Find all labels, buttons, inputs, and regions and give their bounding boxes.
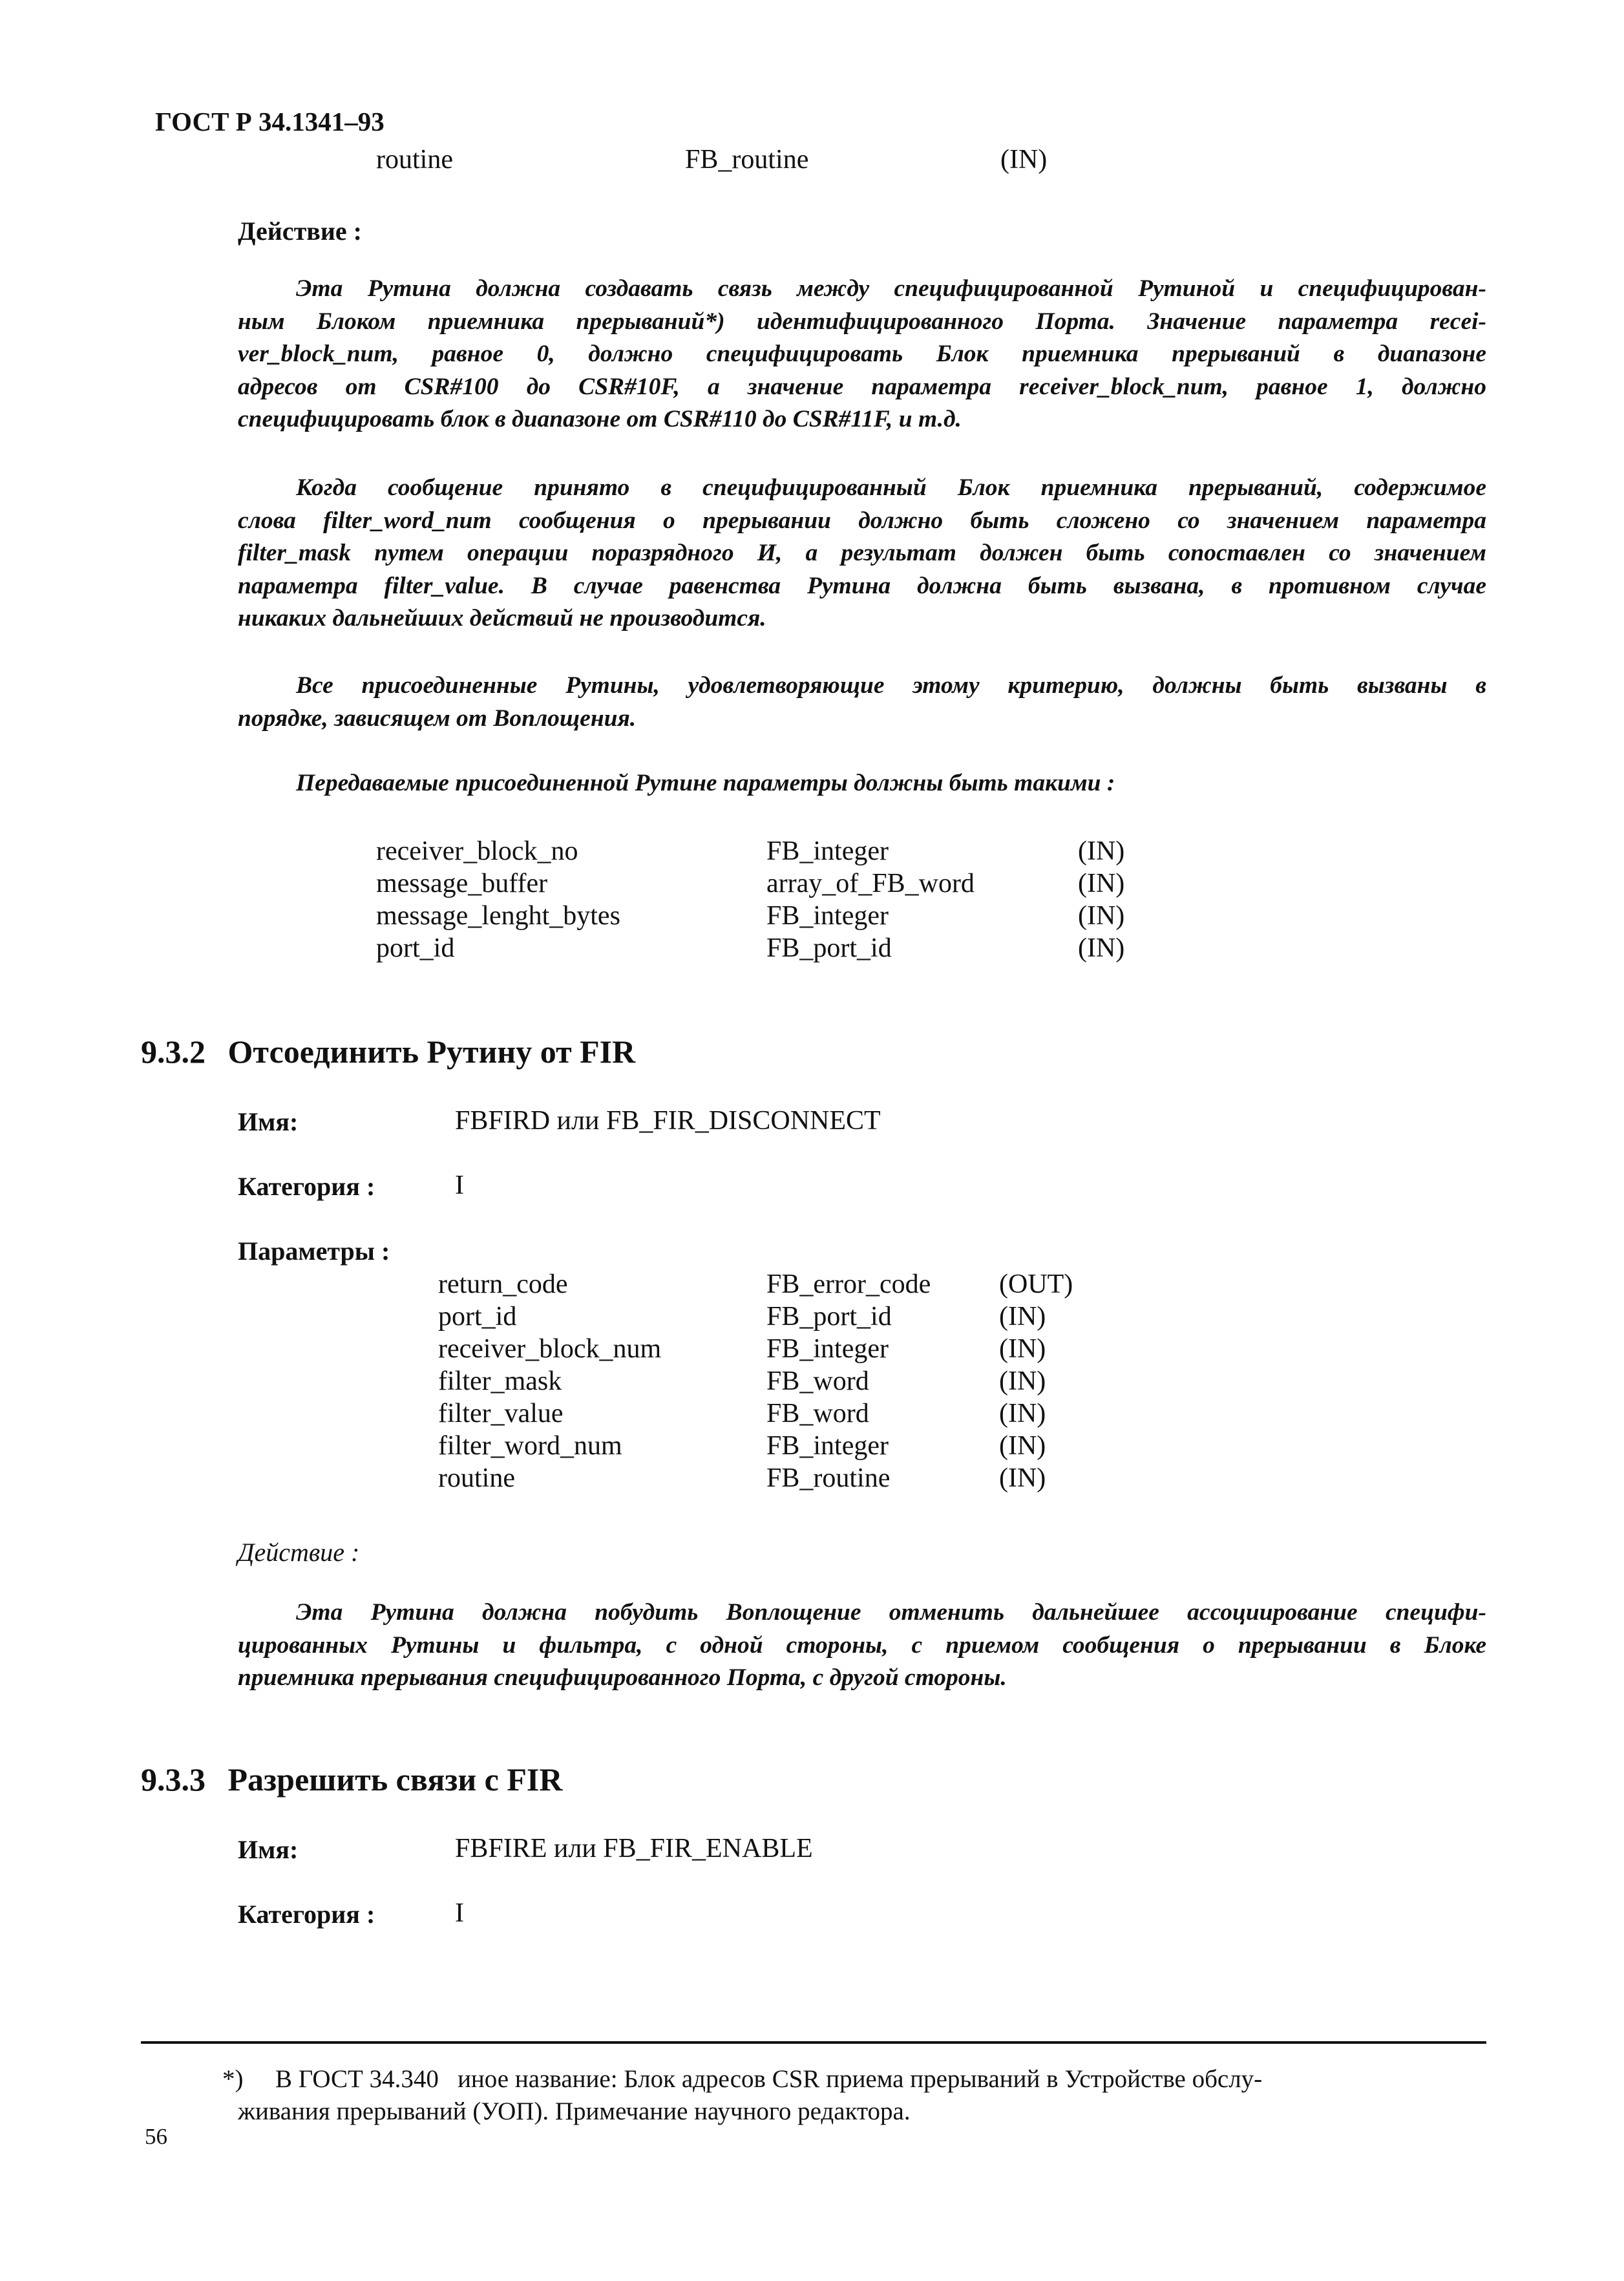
paragraph-line: Эта Рутина должна создавать связь между специфицированной Рутиной и специфицирован- — [296, 275, 1486, 302]
footnote-divider — [141, 2041, 1486, 2044]
table-row — [0, 1365, 1624, 1397]
param-direction: (IN) — [1078, 869, 1125, 898]
paragraph-line: ным Блоком приемника прерываний*) идентифицированного Порта. Значение параметра recei- — [238, 308, 1486, 335]
param-name: port_id — [438, 1302, 517, 1331]
footnote-line: живания прерываний (УОП). Примечание научного редактора. — [238, 2097, 911, 2125]
param-direction: (OUT) — [999, 1269, 1073, 1299]
paragraph-line: специфицировать блок в диапазоне от CSR#110 до CSR#11F, и т.д. — [238, 406, 962, 432]
param-name: message_lenght_bytes — [376, 901, 620, 931]
paragraph-line: ver_block_num, равное 0, должно специфицировать Блок приемника прерываний в диапазоне — [238, 341, 1486, 367]
action-label: Действие : — [238, 217, 362, 246]
table-row — [0, 900, 1624, 932]
parameters-table — [0, 1268, 1624, 1494]
param-direction: (IN) — [999, 1399, 1046, 1428]
page-number: 56 — [145, 2124, 167, 2149]
param-direction: (IN) — [1078, 901, 1125, 931]
param-type: FB_port_id — [766, 1302, 892, 1331]
section-title: Разрешить связи с FIR — [227, 1761, 563, 1798]
param-direction: (IN) — [1000, 145, 1048, 175]
paragraph-line: адресов от CSR#100 до CSR#10F, а значение параметра receiver_block_num, равное 1, должно — [238, 373, 1486, 400]
action-paragraph-1 — [238, 273, 1486, 436]
paragraph-line: Когда сообщение принято в специфицированный Блок приемника прерываний, содержимое — [296, 474, 1486, 501]
param-name: filter_mask — [438, 1366, 562, 1396]
footnote-line: В ГОСТ 34.340 иное название: Блок адресов CSR приема прерываний в Устройстве обслу- — [275, 2065, 1263, 2093]
section-heading-9-3-3 — [141, 1761, 562, 1798]
param-name: filter_word_num — [438, 1431, 622, 1461]
section-number: 9.3.3 — [141, 1761, 206, 1798]
table-row — [0, 1397, 1624, 1430]
category-label: Категория : — [238, 1900, 375, 1929]
paragraph-line: Все присоединенные Рутины, удовлетворяющие этому критерию, должны быть вызваны в — [296, 672, 1486, 699]
param-name: receiver_block_no — [376, 836, 578, 866]
param-type: FB_integer — [766, 1431, 889, 1461]
table-row — [0, 1430, 1624, 1462]
param-type: FB_integer — [766, 901, 889, 931]
table-row — [0, 1300, 1624, 1333]
paragraph-line: никаких дальнейших действий не производится. — [238, 605, 766, 631]
category-value: I — [455, 1898, 464, 1928]
name-value: FBFIRE или FB_FIR_ENABLE — [455, 1834, 813, 1863]
param-type: FB_routine — [766, 1463, 891, 1493]
section-title: Отсоединить Рутину от FIR — [227, 1034, 636, 1070]
param-type: FB_integer — [766, 836, 889, 866]
param-type: FB_routine — [685, 145, 809, 175]
table-row — [0, 1462, 1624, 1494]
param-direction: (IN) — [999, 1366, 1046, 1396]
section-heading-9-3-2 — [141, 1033, 635, 1070]
name-label: Имя: — [238, 1107, 299, 1136]
param-type: FB_error_code — [766, 1269, 931, 1299]
table-row — [0, 867, 1624, 900]
param-direction: (IN) — [999, 1302, 1046, 1331]
param-direction: (IN) — [999, 1463, 1046, 1493]
category-value: I — [455, 1171, 464, 1200]
name-value: FBFIRD или FB_FIR_DISCONNECT — [455, 1106, 881, 1136]
paragraph-line: приемника прерывания специфицированного Порта, с другой стороны. — [238, 1664, 1007, 1691]
category-label: Категория : — [238, 1172, 375, 1201]
passed-params-intro: Передаваемые присоединенной Рутине параметры должны быть такими : — [296, 770, 1115, 796]
section-number: 9.3.2 — [141, 1034, 206, 1070]
table-row — [0, 835, 1624, 867]
param-type: FB_port_id — [766, 933, 892, 963]
param-type: array_of_FB_word — [766, 869, 975, 898]
param-name: filter_value — [438, 1399, 564, 1428]
table-row — [0, 932, 1624, 964]
param-name: receiver_block_num — [438, 1334, 662, 1364]
param-name: routine — [376, 145, 453, 175]
footnote-marker: *) — [222, 2065, 244, 2093]
table-row — [0, 1268, 1624, 1300]
parameters-label: Параметры : — [238, 1236, 390, 1266]
param-direction: (IN) — [1078, 933, 1125, 963]
paragraph-line: filter_mask путем операции поразрядного И, а результат должен быть сопоставлен со значением — [238, 540, 1486, 566]
param-direction: (IN) — [999, 1334, 1046, 1364]
action-paragraph-3 — [238, 670, 1486, 735]
passed-params-table — [0, 835, 1624, 964]
paragraph-line: цированных Рутины и фильтра, с одной стороны, с приемом сообщения о прерывании в Блоке — [238, 1631, 1486, 1659]
param-name: return_code — [438, 1269, 568, 1299]
param-type: FB_word — [766, 1366, 869, 1396]
param-name: routine — [438, 1463, 515, 1493]
running-header: ГОСТ Р 34.1341–93 — [155, 107, 385, 136]
param-direction: (IN) — [1078, 836, 1125, 866]
action-paragraph-9-3-2 — [238, 1597, 1486, 1695]
param-name: port_id — [376, 933, 455, 963]
paragraph-line: параметра filter_value. В случае равенства Рутина должна быть вызвана, в противном случае — [238, 572, 1486, 599]
param-type: FB_word — [766, 1399, 869, 1428]
paragraph-line: слова filter_word_num сообщения о прерывании должно быть сложено со значением параметра — [238, 507, 1486, 534]
action-label: Действие : — [238, 1538, 360, 1567]
param-name: message_buffer — [376, 869, 548, 898]
action-paragraph-2 — [238, 472, 1486, 635]
name-label: Имя: — [238, 1835, 299, 1864]
param-direction: (IN) — [999, 1431, 1046, 1461]
table-row — [0, 1333, 1624, 1365]
paragraph-line: порядке, зависящем от Воплощения. — [238, 705, 637, 732]
param-type: FB_integer — [766, 1334, 889, 1364]
paragraph-line: Эта Рутина должна побудить Воплощение отменить дальнейшее ассоциирование специфи- — [296, 1599, 1486, 1626]
